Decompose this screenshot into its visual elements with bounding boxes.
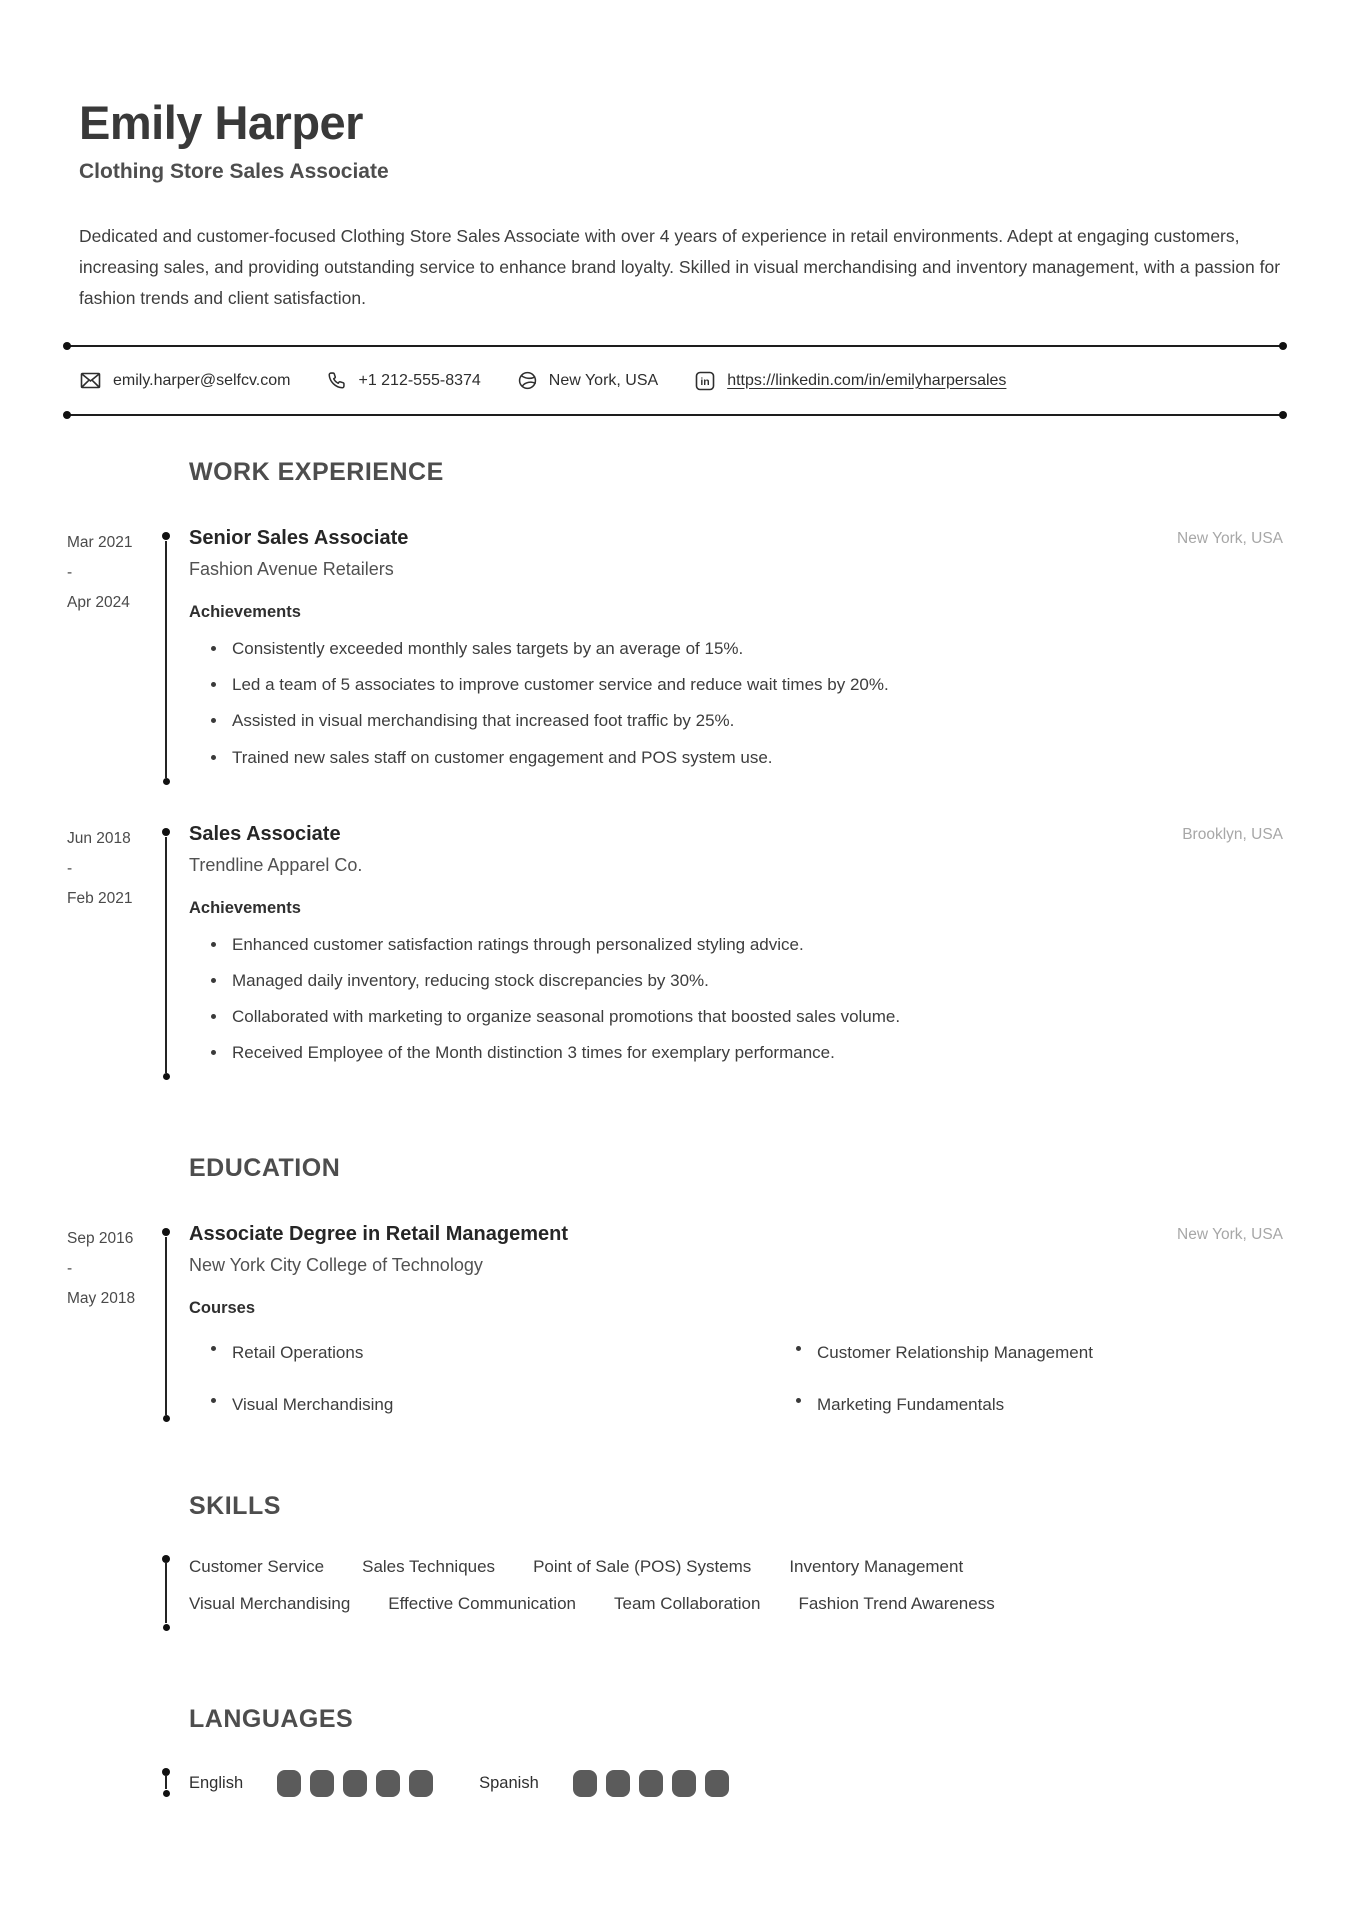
- section-title-work-experience: WORK EXPERIENCE: [189, 458, 444, 487]
- entry-dates: [67, 823, 163, 1078]
- languages-block: [67, 1768, 1283, 1797]
- level-square: [705, 1770, 729, 1797]
- date-start: Sep 2016: [67, 1229, 134, 1247]
- entry-content: [189, 527, 1283, 782]
- linkedin-icon: [694, 370, 716, 392]
- entry-content: [189, 1223, 1283, 1420]
- person-job-title: Clothing Store Sales Associate: [79, 160, 389, 184]
- skill-item: Team Collaboration: [614, 1594, 761, 1614]
- language-name: Spanish: [479, 1774, 539, 1793]
- skill-item: Inventory Management: [789, 1557, 964, 1577]
- level-square: [376, 1770, 400, 1797]
- date-separator: -: [67, 1259, 73, 1277]
- achievement-item: Trained new sales staff on customer engagement and POS system use.: [189, 747, 1283, 769]
- timeline-line: [163, 1555, 189, 1631]
- level-square: [409, 1770, 433, 1797]
- education-entry: [67, 1223, 1283, 1420]
- job-title: Senior Sales Associate: [189, 527, 409, 550]
- contact-email-text: emily.harper@selfcv.com: [113, 371, 291, 389]
- achievement-item: Managed daily inventory, reducing stock discrepancies by 30%.: [189, 970, 1283, 992]
- skill-item: Effective Communication: [388, 1594, 576, 1614]
- level-square: [343, 1770, 367, 1797]
- date-start: Mar 2021: [67, 534, 133, 552]
- divider-bottom: [67, 414, 1283, 416]
- achievement-item: Collaborated with marketing to organize seasonal promotions that boosted sales volume.: [189, 1006, 1283, 1028]
- date-start: Jun 2018: [67, 829, 131, 847]
- empty-dates-column: [67, 1768, 163, 1797]
- job-location: Brooklyn, USA: [1182, 825, 1283, 843]
- resume-header: [67, 0, 1283, 313]
- courses-label: Courses: [189, 1298, 256, 1317]
- education-location: New York, USA: [1177, 1225, 1283, 1243]
- contact-location-text: New York, USA: [548, 371, 659, 389]
- timeline-line: [163, 527, 189, 782]
- skills-row: [189, 1557, 1283, 1577]
- languages-content: [189, 1768, 1283, 1797]
- section-title-languages: LANGUAGES: [189, 1705, 354, 1734]
- courses-list: [189, 1338, 1283, 1420]
- achievements-list: [189, 934, 1283, 1064]
- language-name: English: [189, 1774, 244, 1793]
- company-name: Fashion Avenue Retailers: [189, 559, 394, 580]
- mail-icon: [79, 369, 102, 392]
- timeline-line: [163, 1768, 189, 1797]
- skills-block: [67, 1555, 1283, 1631]
- course-item: Customer Relationship Management: [774, 1338, 1283, 1368]
- job-title: Sales Associate: [189, 822, 341, 845]
- work-entry: [67, 527, 1283, 782]
- achievement-item: Assisted in visual merchandising that increased foot traffic by 25%.: [189, 710, 1283, 732]
- course-item: Visual Merchandising: [189, 1390, 774, 1420]
- language-item: [479, 1770, 729, 1797]
- level-square: [639, 1770, 663, 1797]
- achievements-label: Achievements: [189, 603, 301, 622]
- skill-item: Point of Sale (POS) Systems: [533, 1557, 752, 1577]
- level-square: [310, 1770, 334, 1797]
- achievement-item: Enhanced customer satisfaction ratings through personalized styling advice.: [189, 934, 1283, 956]
- entry-dates: [67, 527, 163, 782]
- achievement-item: Received Employee of the Month distinction 3 times for exemplary performance.: [189, 1042, 1283, 1064]
- contact-bar: [67, 347, 1283, 414]
- date-separator: -: [67, 859, 73, 877]
- contact-email: [79, 369, 290, 392]
- work-entry: [67, 823, 1283, 1078]
- empty-dates-column: [67, 1555, 163, 1631]
- school-name: New York City College of Technology: [189, 1254, 483, 1275]
- level-square: [606, 1770, 630, 1797]
- level-square: [573, 1770, 597, 1797]
- section-title-skills: SKILLS: [189, 1492, 281, 1521]
- skills-row: [189, 1594, 1283, 1614]
- language-level-squares: [573, 1770, 729, 1797]
- date-end: May 2018: [67, 1290, 136, 1307]
- contact-phone-text: +1 212-555-8374: [358, 371, 481, 389]
- level-square: [672, 1770, 696, 1797]
- course-item: Retail Operations: [189, 1338, 774, 1368]
- summary-paragraph: Dedicated and customer-focused Clothing Store Sales Associate with over 4 years of experience in retail environments. Adept at engaging customers, increasing sales, and providing outstanding service to enhance brand loyalty. Skilled in visual merchandising and inventory management, with a passion for fashion trends and client satisfaction.: [79, 226, 1281, 308]
- phone-icon: [326, 370, 347, 391]
- job-location: New York, USA: [1177, 530, 1283, 548]
- degree-title: Associate Degree in Retail Management: [189, 1222, 569, 1245]
- contact-phone: [326, 370, 480, 391]
- section-title-education: EDUCATION: [189, 1153, 341, 1182]
- skills-content: [189, 1555, 1283, 1631]
- divider-top: [67, 345, 1283, 347]
- achievements-list: [189, 638, 1283, 768]
- svg-text:in: in: [700, 375, 710, 388]
- course-item: Marketing Fundamentals: [774, 1390, 1283, 1420]
- contact-linkedin: [694, 370, 1006, 392]
- company-name: Trendline Apparel Co.: [189, 854, 363, 875]
- location-globe-icon: [517, 370, 538, 391]
- timeline-line: [163, 823, 189, 1078]
- date-end: Apr 2024: [67, 594, 130, 612]
- achievement-item: Consistently exceeded monthly sales targets by an average of 15%.: [189, 638, 1283, 660]
- level-square: [277, 1770, 301, 1797]
- contact-location: [517, 370, 658, 391]
- achievement-item: Led a team of 5 associates to improve customer service and reduce wait times by 20%.: [189, 674, 1283, 696]
- person-name: Emily Harper: [79, 96, 363, 149]
- skill-item: Sales Techniques: [362, 1557, 496, 1577]
- language-level-squares: [277, 1770, 433, 1797]
- skill-item: Customer Service: [189, 1557, 325, 1577]
- language-item: [189, 1770, 433, 1797]
- entry-content: [189, 823, 1283, 1078]
- timeline-line: [163, 1223, 189, 1420]
- linkedin-url-link[interactable]: https://linkedin.com/in/emilyharpersales: [727, 371, 1007, 389]
- achievements-label: Achievements: [189, 898, 301, 917]
- entry-dates: [67, 1223, 163, 1420]
- date-separator: -: [67, 564, 73, 582]
- date-end: Feb 2021: [67, 889, 133, 907]
- skill-item: Visual Merchandising: [189, 1594, 351, 1614]
- skill-item: Fashion Trend Awareness: [798, 1594, 995, 1614]
